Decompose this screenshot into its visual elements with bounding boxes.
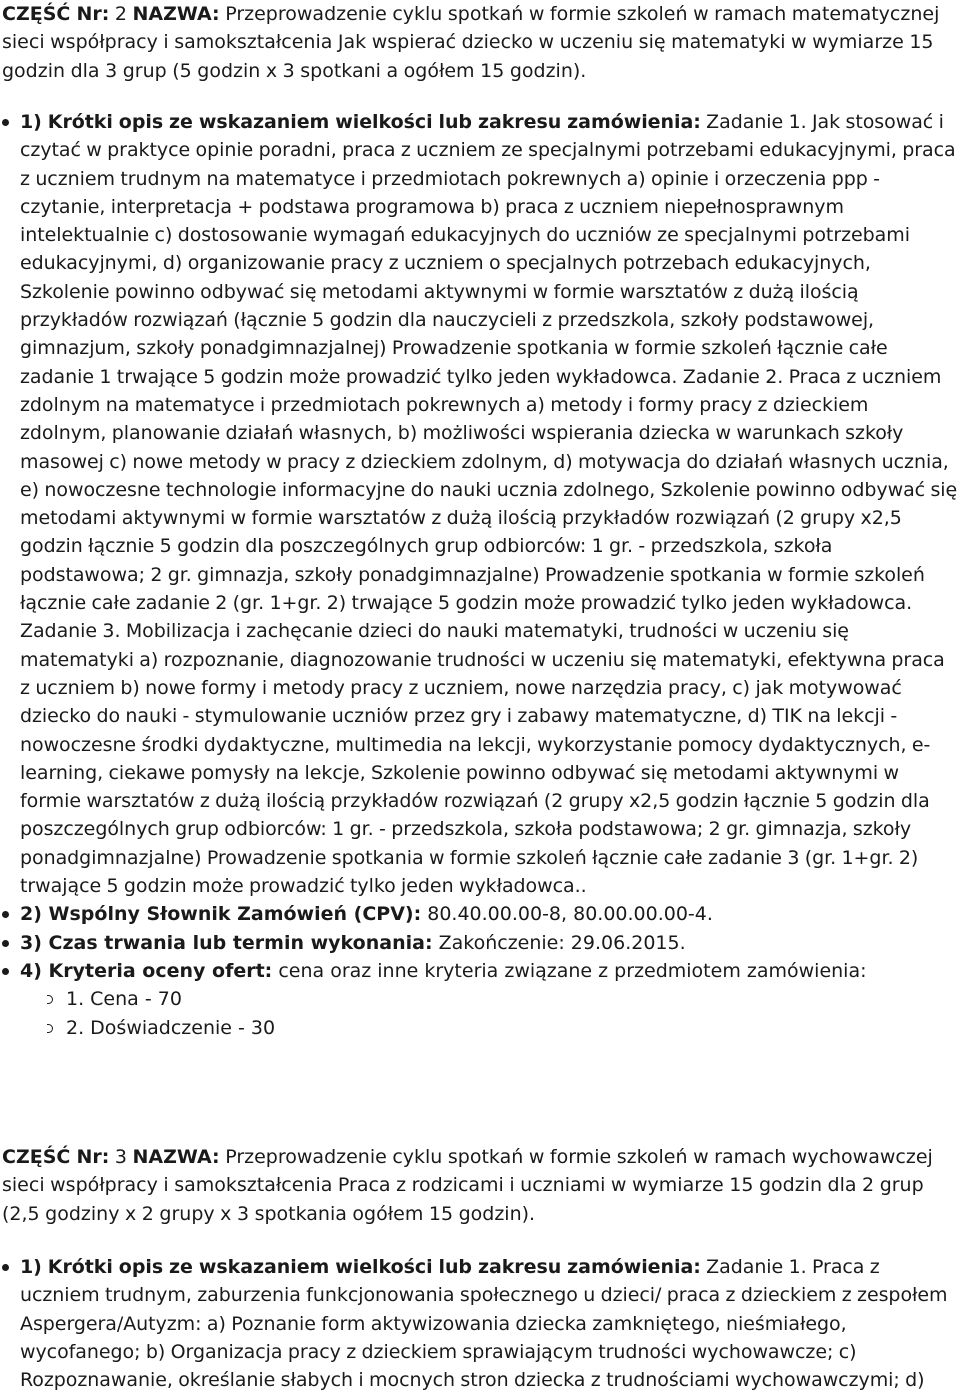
- part-2-name: Przeprowadzenie cyklu spotkań w formie szkoleń w ramach matematycznej sieci współpracy i samokształcenia Jak wspierać dziecko w uczeniu się matematyki w wymiarze 15 godzin dla 3 grup (5 godzin x 3 spotkani a ogółem 15 godzin).: [2, 3, 940, 82]
- part-2-item3-label: 3) Czas trwania lub termin wykonania:: [20, 931, 433, 954]
- part-2-item1-text: Zadanie 1. Jak stosować i czytać w praktyce opinie poradni, praca z uczniem ze specjalnymi potrzebami edukacyjnymi, praca z uczniem trudnym na matematyce i przedmiotach pokrewnych a) opinie i orzeczenia ppp - czytanie, interpretacja + podstawa programowa b) praca z uczniem niepełnosprawnym intelektualnie c) dostosowanie wymagań edukacyjnych do uczniów ze specjalnymi potrzebami edukacyjnymi, d) organizowanie pracy z uczniem o specjalnych potrzebach edukacyjnych, Szkolenie powinno odbywać się metodami aktywnymi w formie warsztatów z dużą ilością przykładów rozwiązań (łącznie 5 godzin dla nauczycieli z przedszkola, szkoły podstawowej, gimnazjum, szkoły ponadgimnazjalnej) Prowadzenie spotkania w formie szkoleń łącznie całe zadanie 1 trwające 5 godzin może prowadzić tylko jeden wykładowca. Zadanie 2. Praca z uczniem zdolnym na matematyce i przedmiotach pokrewnych a) metody i formy pracy z dzieckiem zdolnym, planowanie działań własnych, b) możliwości wspierania dziecka w warunkach szkoły masowej c) nowe metody w pracy z dzieckiem zdolnym, d) motywacja do działań własnych ucznia, e) nowoczesne technologie informacyjne do nauki ucznia zdolnego, Szkolenie powinno odbywać się metodami aktywnymi w formie warsztatów z dużą ilością przykładów rozwiązań (2 grupy x2,5 godzin łącznie 5 godzin dla poszczególnych grup odbiorców: 1 gr. - przedszkola, szkoła podstawowa; 2 gr. gimnazja, szkoły ponadgimnazjalne) Prowadzenie spotkania w formie szkoleń łącznie całe zadanie 2 (gr. 1+gr. 2) trwające 5 godzin może prowadzić tylko jeden wykładowca. Zadanie 3. Mobilizacja i zachęcanie dzieci do nauki matematyki, trudności w uczeniu się matematyki a) rozpoznanie, diagnozowanie trudności w uczeniu się matematyki, efektywna praca z uczniem b) nowe formy i metody pracy z uczniem, nowe narzędzia pracy, c) jak motywować dziecko do nauki - stymulowanie uczniów przez gry i zabawy matematyczne, d) TIK na lekcji - nowoczesne środki dydaktyczne, multimedia na lekcji, wykorzystanie pomocy dydaktycznych, e-learning, ciekawe pomysły na lekcje, Szkolenie powinno odbywać się metodami aktywnymi w formie warsztatów z dużą ilością przykładów rozwiązań (2 grupy x2,5 godzin łącznie 5 godzin dla poszczególnych grup odbiorców: 1 gr. - przedszkola, szkoła podstawowa; 2 gr. gimnazja, szkoły ponadgimnazjalne) Prowadzenie spotkania w formie szkoleń łącznie całe zadanie 3 (gr. 1+gr. 2) trwające 5 godzin może prowadzić tylko jeden wykładowca..: [20, 111, 958, 898]
- part-2-label-czesc: CZĘŚĆ Nr:: [2, 3, 110, 25]
- part-3-details-list: [0, 1253, 960, 1394]
- part-3-item1-text: Zadanie 1. Praca z uczniem trudnym, zaburzenia funkcjonowania społecznego u dzieci/ praca z dzieckiem z zespołem Aspergera/Autyzm: a) Poznanie form aktywizowania dziecka zamkniętego, nieśmiałego, wycofanego; b) Organizacja pracy z dzieckiem sprawiającym trudności wychowawcze; c) Rozpoznawanie, określanie słabych i mocnych stron dziecka z trudnościami wychowawczymi; d): [20, 1256, 948, 1392]
- part-3-label-czesc: CZĘŚĆ Nr:: [2, 1146, 110, 1168]
- criteria-item: 2. Doświadczenie - 30: [20, 1014, 960, 1042]
- part-3-name: Przeprowadzenie cyklu spotkań w formie szkoleń w ramach wychowawczej sieci współpracy i samokształcenia Praca z rodzicami i uczniami w wymiarze 15 godzin dla 2 grup (2,5 godziny x 2 grupy x 3 spotkania ogółem 15 godzin).: [2, 1146, 933, 1225]
- criteria-item: 1. Cena - 70: [20, 985, 960, 1013]
- part-2-item2-label: 2) Wspólny Słownik Zamówień (CPV):: [20, 903, 422, 926]
- part-2-criteria-list: [20, 985, 960, 1042]
- part-2-item1-label: 1) Krótki opis ze wskazaniem wielkości lub zakresu zamówienia:: [20, 111, 701, 133]
- part-2-item-criteria: [0, 957, 960, 1042]
- part-2-label-nazwa: NAZWA:: [132, 3, 220, 25]
- part-2-item2-text: 80.40.00.00-8, 80.00.00.00-4.: [427, 903, 713, 926]
- part-2-item-deadline: [0, 929, 960, 957]
- part-3-number: 3: [114, 1146, 127, 1168]
- part-2-item4-text: cena oraz inne kryteria związane z przedmiotem zamówienia:: [278, 959, 867, 982]
- part-2-item-description: [0, 108, 960, 900]
- part-2-item-cpv: [0, 900, 960, 928]
- part-2-details-list: [0, 108, 960, 1042]
- part-2-heading: [0, 0, 960, 85]
- part-3-label-nazwa: NAZWA:: [132, 1146, 220, 1168]
- part-3-heading: [0, 1143, 960, 1228]
- part-2-item4-label: 4) Kryteria oceny ofert:: [20, 959, 273, 982]
- part-3-item-description: [0, 1253, 960, 1394]
- part-2-item3-text: Zakończenie: 29.06.2015.: [438, 931, 686, 954]
- part-3-item1-label: 1) Krótki opis ze wskazaniem wielkości lub zakresu zamówienia:: [20, 1256, 701, 1278]
- part-2-number: 2: [114, 3, 127, 25]
